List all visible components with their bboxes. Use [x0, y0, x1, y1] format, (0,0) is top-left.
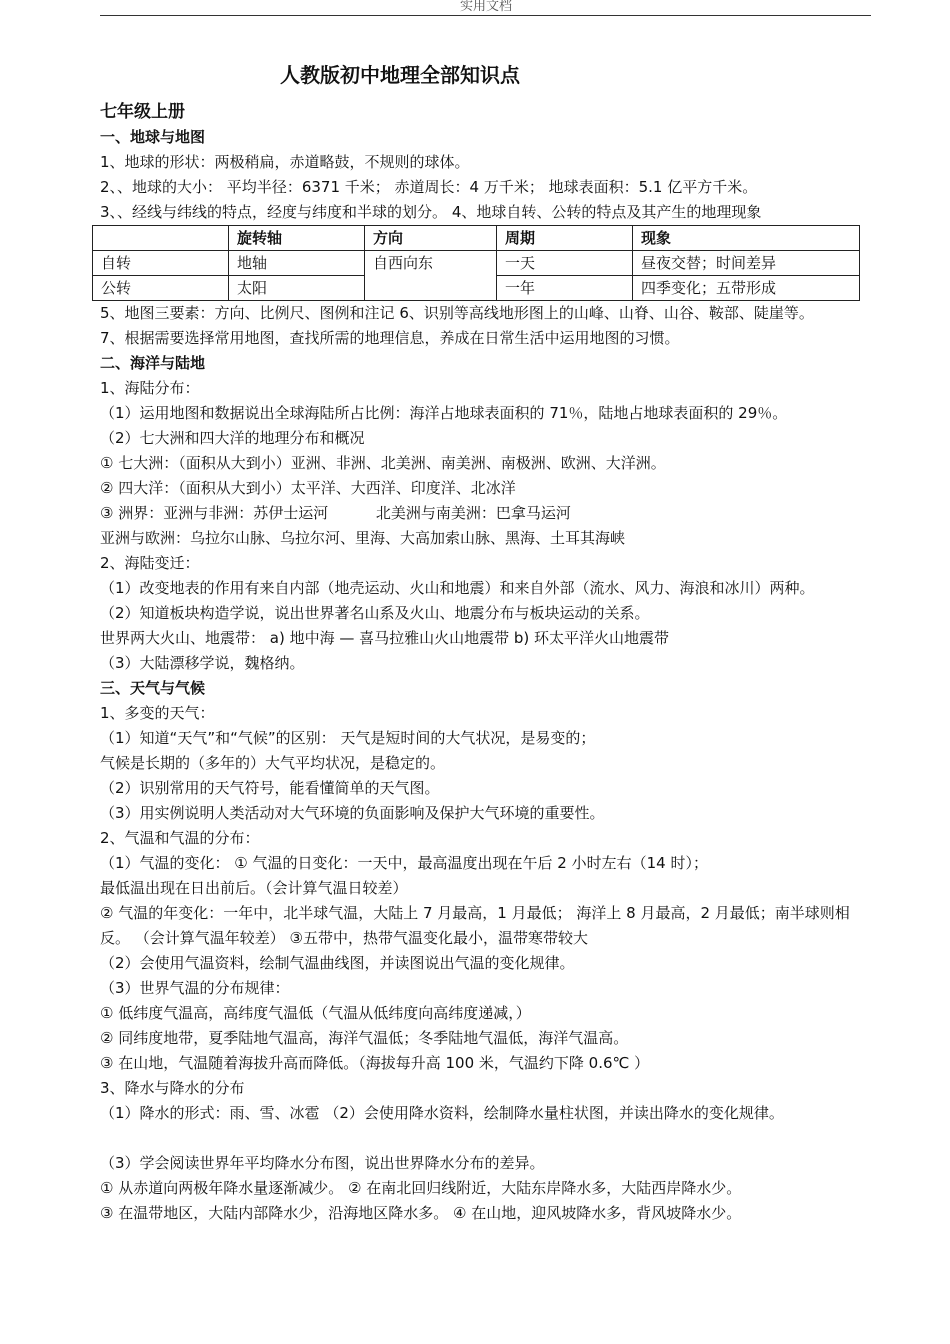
paragraph: 1、海陆分布： — [100, 379, 200, 397]
paragraph: ② 气温的年变化：一年中，北半球气温，大陆上 7 月最高，1 月最低； 海洋上 8 月最高，2 月最低；南半球则相反。 （会计算气温年较差） ③五带中，热带气温变化最小，温带寒带较大 — [100, 904, 850, 947]
blank-line — [100, 1126, 872, 1151]
paragraph: 3、、经线与纬线的特点，经度与纬度和半球的划分。 4、地球自转、公转的特点及其产生的地理现象 — [100, 203, 762, 221]
table-cell: 太阳 — [229, 276, 365, 301]
paragraph: ② 四大洋：（面积从大到小）太平洋、大西洋、印度洋、北冰洋 — [100, 479, 516, 497]
paragraph: ① 七大洲：（面积从大到小）亚洲、非洲、北美洲、南美洲、南极洲、欧洲、大洋洲。 — [100, 454, 666, 472]
paragraph: ① 从赤道向两极年降水量逐渐减少。 ② 在南北回归线附近，大陆东岸降水多，大陆西岸降水少。 — [100, 1179, 742, 1197]
table-header-row — [93, 226, 860, 251]
paragraph: 3、降水与降水的分布 — [100, 1079, 245, 1097]
paragraph: ③ 洲界：亚洲与非洲：苏伊士运河 北美洲与南美洲：巴拿马运河 — [100, 504, 571, 522]
table-cell: 昼夜交替；时间差异 — [633, 251, 860, 276]
paragraph: 世界两大火山、地震带： a) 地中海 — 喜马拉雅山火山地震带 b) 环太平洋火山地震带 — [100, 629, 670, 647]
section-heading-weather-climate: 三、天气与气候 — [100, 679, 206, 697]
section-heading-ocean-land: 二、海洋与陆地 — [100, 354, 206, 372]
paragraph: 2、海陆变迁： — [100, 554, 200, 572]
section-heading-earth-map: 一、地球与地图 — [100, 128, 206, 146]
table-cell: 四季变化；五带形成 — [633, 276, 860, 301]
paragraph: （3）学会阅读世界年平均降水分布图，说出世界降水分布的差异。 — [100, 1154, 545, 1172]
paragraph: ③ 在山地，气温随着海拔升高而降低。（海拔每升高 100 米，气温约下降 0.6℃ ） — [100, 1054, 650, 1072]
paragraph: 气候是长期的（多年的）大气平均状况，是稳定的。 — [100, 754, 446, 772]
table-header-cell: 方向 — [365, 226, 497, 251]
table-row — [93, 251, 860, 276]
paragraph: 亚洲与欧洲：乌拉尔山脉、乌拉尔河、里海、大高加索山脉、黑海、土耳其海峡 — [100, 529, 626, 547]
paragraph: 7、根据需要选择常用地图，查找所需的地理信息，养成在日常生活中运用地图的习惯。 — [100, 329, 680, 347]
paragraph: 2、、地球的大小： 平均半径：6371 千米； 赤道周长：4 万千米； 地球表面积：5.1 亿平方千米。 — [100, 178, 758, 196]
header-rule — [100, 15, 871, 16]
paragraph: （1）改变地表的作用有来自内部（地壳运动、火山和地震）和来自外部（流水、风力、海浪和冰川）两种。 — [100, 579, 815, 597]
paragraph: ① 低纬度气温高，高纬度气温低（气温从低纬度向高纬度递减，） — [100, 1004, 531, 1022]
paragraph: （2）七大洲和四大洋的地理分布和概况 — [100, 429, 365, 447]
paragraph: 5、地图三要素：方向、比例尺、图例和注记 6、识别等高线地形图上的山峰、山脊、山谷、鞍部、陡崖等。 — [100, 304, 814, 322]
table-header-cell: 周期 — [497, 226, 633, 251]
document-body — [100, 99, 872, 1226]
paragraph: ③ 在温带地区，大陆内部降水少，沿海地区降水多。 ④ 在山地，迎风坡降水多，背风坡降水少。 — [100, 1204, 742, 1222]
grade-heading: 七年级上册 — [100, 102, 185, 122]
paragraph: （2）会使用气温资料，绘制气温曲线图，并读图说出气温的变化规律。 — [100, 954, 575, 972]
rotation-revolution-table — [92, 225, 860, 301]
page-header: 实用文档 — [459, 0, 512, 14]
paragraph: （2）识别常用的天气符号，能看懂简单的天气图。 — [100, 779, 440, 797]
paragraph: （1）运用地图和数据说出全球海陆所占比例：海洋占地球表面积的 71％，陆地占地球表面积的 29％。 — [100, 404, 788, 422]
paragraph: （3）世界气温的分布规律： — [100, 979, 290, 997]
paragraph: 2、气温和气温的分布： — [100, 829, 260, 847]
table-header-cell: 现象 — [633, 226, 860, 251]
table-cell: 公转 — [93, 276, 229, 301]
paragraph: ② 同纬度地带，夏季陆地气温高，海洋气温低；冬季陆地气温低，海洋气温高。 — [100, 1029, 629, 1047]
paragraph: 最低温出现在日出前后。（会计算气温日较差） — [100, 879, 408, 897]
table-cell: 一年 — [497, 276, 633, 301]
table-cell: 地轴 — [229, 251, 365, 276]
paragraph: （1）降水的形式：雨、雪、冰雹 （2）会使用降水资料，绘制降水量柱状图，并读出降水的变化规律。 — [100, 1104, 784, 1122]
document-title: 人教版初中地理全部知识点 — [280, 63, 520, 87]
table-cell: 自转 — [93, 251, 229, 276]
table-cell: 一天 — [497, 251, 633, 276]
paragraph: （1）知道“天气”和“气候”的区别： 天气是短时间的大气状况，是易变的； — [100, 729, 596, 747]
paragraph: 1、地球的形状：两极稍扁，赤道略鼓，不规则的球体。 — [100, 153, 470, 171]
table-header-cell: 旋转轴 — [229, 226, 365, 251]
paragraph: （2）知道板块构造学说，说出世界著名山系及火山、地震分布与板块运动的关系。 — [100, 604, 650, 622]
table-cell-direction: 自西向东 — [365, 251, 497, 301]
paragraph: （1）气温的变化： ① 气温的日变化：一天中，最高温度出现在午后 2 小时左右（14 时）； — [100, 854, 708, 872]
table-header-cell — [93, 226, 229, 251]
paragraph: 1、多变的天气： — [100, 704, 215, 722]
paragraph: （3）用实例说明人类活动对大气环境的负面影响及保护大气环境的重要性。 — [100, 804, 605, 822]
paragraph: （3）大陆漂移学说，魏格纳。 — [100, 654, 305, 672]
